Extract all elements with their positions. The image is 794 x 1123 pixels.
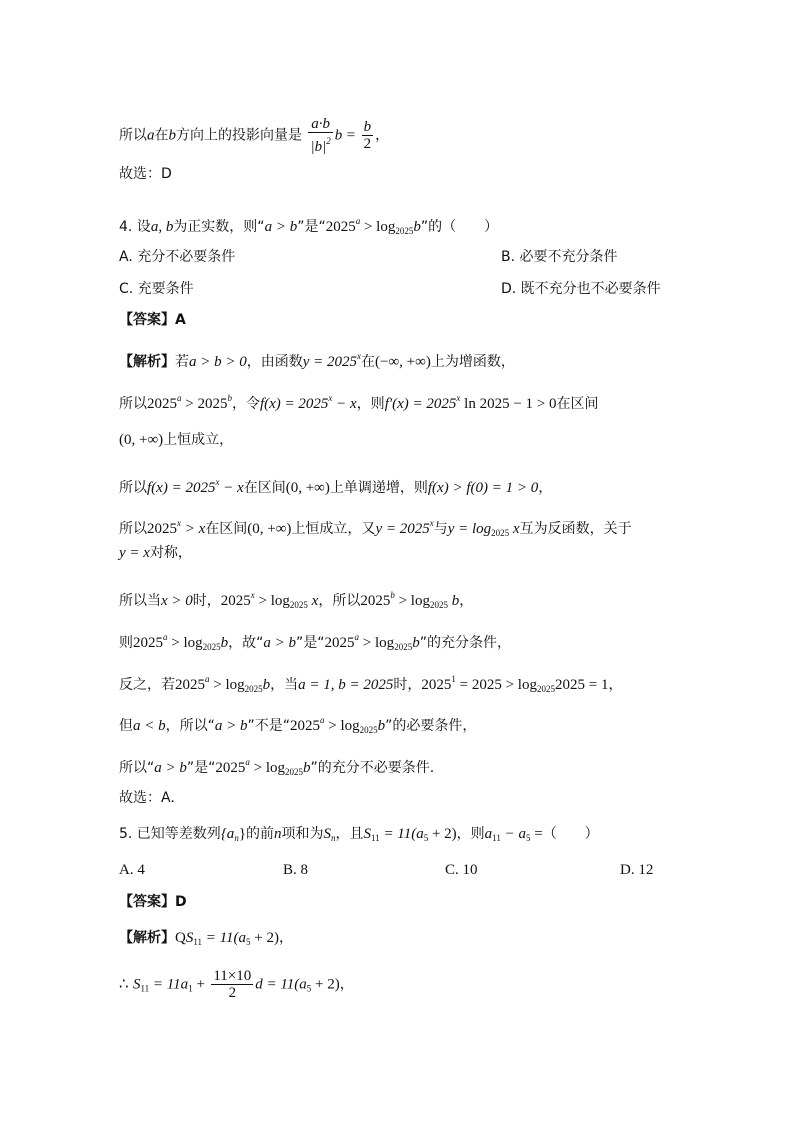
math: > log bbox=[249, 760, 286, 776]
q4-option-b: B. 必要不充分条件 bbox=[501, 249, 618, 265]
math: b bbox=[262, 677, 271, 693]
math-sub: 11 bbox=[193, 937, 203, 947]
math: 2025 bbox=[215, 760, 246, 776]
math: y = 2025 bbox=[302, 354, 358, 370]
math: > log bbox=[359, 635, 395, 651]
math: a > b bbox=[154, 760, 187, 776]
math: = 2025 > log bbox=[455, 677, 537, 693]
math: a > b > 0 bbox=[189, 354, 247, 370]
math: a bbox=[484, 826, 493, 842]
math-sub: 5 bbox=[525, 833, 531, 843]
fraction-numerator: b bbox=[363, 119, 372, 135]
math: 2025 bbox=[360, 593, 391, 609]
math: a < b bbox=[133, 718, 166, 734]
math: = 11(a bbox=[379, 826, 424, 842]
math-sub: n bbox=[331, 833, 336, 843]
text: 所以 bbox=[119, 480, 147, 496]
math-sup: x bbox=[429, 518, 434, 528]
text: ， bbox=[608, 677, 623, 693]
text: 在 bbox=[361, 354, 376, 370]
math: > log bbox=[394, 593, 430, 609]
math: (−∞, +∞) bbox=[375, 354, 431, 370]
math-sup: 2 bbox=[326, 136, 331, 146]
q5-option-b: B. 8 bbox=[283, 862, 309, 878]
text: 所以 bbox=[119, 127, 147, 144]
math: = 11a bbox=[149, 976, 189, 993]
math: S bbox=[133, 976, 141, 993]
text: 反之，若 bbox=[119, 677, 175, 693]
math-sub: 2025 bbox=[429, 600, 448, 610]
q4-answer-line: 故选：A. bbox=[119, 790, 175, 806]
math: n bbox=[274, 826, 282, 842]
math-sup: b bbox=[227, 393, 232, 403]
math: 2025 bbox=[220, 593, 251, 609]
math: (0, +∞) bbox=[119, 432, 164, 448]
text: 时， bbox=[393, 677, 422, 693]
text: 与 bbox=[433, 521, 448, 537]
text: ，且 bbox=[335, 826, 364, 842]
math-sub: 2025 bbox=[394, 642, 413, 652]
math: 2025 bbox=[290, 718, 321, 734]
q4-analysis-5 bbox=[119, 513, 632, 543]
text: 在区间 bbox=[205, 521, 248, 537]
text: 项和为 bbox=[281, 826, 324, 842]
math-sup: a bbox=[355, 216, 361, 226]
q5-analysis-1 bbox=[119, 928, 293, 952]
math: S bbox=[323, 826, 332, 842]
math-sub: 2025 bbox=[491, 528, 510, 538]
text: ”不是“ bbox=[247, 718, 291, 734]
q3-answer-line: 故选：D bbox=[119, 166, 172, 182]
math: 2025 bbox=[133, 635, 163, 651]
q4-analysis-10 bbox=[119, 710, 476, 740]
math: − x bbox=[332, 396, 357, 412]
text: ， bbox=[459, 593, 474, 609]
math: a bbox=[311, 116, 319, 132]
text: ， bbox=[538, 480, 553, 496]
text: 互为反函数，关于 bbox=[519, 521, 632, 537]
math: f′(x) = 2025 bbox=[384, 396, 457, 412]
text: ，当 bbox=[270, 677, 299, 693]
math: a > b bbox=[214, 718, 248, 734]
math: > x bbox=[181, 521, 206, 537]
q4-stem bbox=[119, 211, 498, 241]
fraction-denominator bbox=[308, 133, 332, 155]
math-sub: 5 bbox=[423, 833, 429, 843]
math: > log bbox=[167, 635, 203, 651]
math: 2025 bbox=[175, 677, 205, 693]
math: y = x bbox=[119, 545, 150, 561]
math-sup: a bbox=[320, 715, 325, 725]
math-sub: 11 bbox=[492, 833, 501, 843]
math: d = 11(a bbox=[255, 976, 307, 993]
math: b bbox=[322, 116, 330, 132]
vector-a: a bbox=[147, 127, 155, 144]
text: 上单调递增，则 bbox=[329, 480, 428, 496]
math-sub: 2025 bbox=[285, 767, 304, 777]
analysis-tag: 【解析】 bbox=[119, 930, 175, 946]
q4-answer: 【答案】A bbox=[119, 312, 186, 328]
math-sub: 5 bbox=[246, 937, 251, 947]
math-sub: 2025 bbox=[359, 725, 378, 735]
text: ，所以 bbox=[318, 593, 361, 609]
text: ”是“ bbox=[186, 760, 216, 776]
q4-option-a: A. 充分不必要条件 bbox=[119, 249, 236, 265]
q5-option-a: A. 4 bbox=[119, 862, 145, 878]
math-sup: a bbox=[354, 632, 360, 642]
q4-analysis-6 bbox=[119, 543, 192, 563]
text: ， bbox=[375, 127, 390, 144]
math: = 11(a bbox=[202, 930, 247, 946]
math: 2025 = 1 bbox=[554, 677, 609, 693]
math: + 2) bbox=[428, 826, 457, 842]
math: b bbox=[334, 127, 343, 144]
math-sub: 2025 bbox=[289, 600, 308, 610]
text: ，故“ bbox=[228, 635, 264, 651]
math: ln 2025 − 1 > 0 bbox=[460, 396, 557, 412]
q4-analysis-3 bbox=[119, 430, 233, 450]
text: 所以 bbox=[119, 521, 147, 537]
fraction-numerator bbox=[308, 116, 332, 133]
math: = bbox=[530, 826, 543, 842]
math: + 2) bbox=[311, 976, 340, 993]
q4-option-c: C. 充要条件 bbox=[119, 281, 194, 297]
math: b bbox=[412, 635, 420, 651]
sum-fraction bbox=[211, 968, 253, 1001]
math: b bbox=[303, 760, 311, 776]
text: 所以当 bbox=[119, 593, 161, 609]
math-sup: x bbox=[250, 590, 255, 600]
math: S bbox=[363, 826, 372, 842]
math-sup: x bbox=[215, 477, 220, 487]
math: 2025 bbox=[147, 396, 177, 412]
math-sup: b bbox=[390, 590, 395, 600]
text: （ ） bbox=[542, 826, 599, 842]
math: · bbox=[318, 116, 323, 132]
text: 若 bbox=[175, 354, 189, 370]
projection-line bbox=[119, 116, 389, 155]
text: ”的充分不必要条件. bbox=[310, 760, 435, 776]
math: > 2025 bbox=[181, 396, 228, 412]
text: ，则 bbox=[456, 826, 485, 842]
text: 则 bbox=[119, 635, 133, 651]
math: > log bbox=[254, 593, 290, 609]
text: ，由函数 bbox=[246, 354, 303, 370]
math: x > 0 bbox=[161, 593, 193, 609]
math: a > b bbox=[263, 635, 297, 651]
math: 2025 bbox=[147, 521, 177, 537]
q5-answer: 【答案】D bbox=[119, 894, 187, 910]
math-sub: 2025 bbox=[244, 684, 263, 694]
math: > log bbox=[360, 219, 396, 235]
math: y = 2025 bbox=[375, 521, 430, 537]
q4-analysis-1 bbox=[119, 346, 515, 372]
text: ，所以“ bbox=[165, 718, 215, 734]
text: ”的充分条件， bbox=[419, 635, 511, 651]
math-sub: 1 bbox=[188, 983, 193, 994]
math-sup: x bbox=[456, 393, 461, 403]
analysis-tag: 【解析】 bbox=[119, 354, 175, 370]
math-sup: a bbox=[205, 674, 210, 684]
math-sup: x bbox=[177, 518, 181, 528]
math: a > b bbox=[264, 219, 298, 235]
q5-option-d: D. 12 bbox=[620, 862, 654, 878]
math-sup: 1 bbox=[451, 674, 456, 684]
text: 时， bbox=[192, 593, 221, 609]
q4-analysis-8 bbox=[119, 627, 511, 657]
math-sup: a bbox=[163, 632, 168, 642]
text: ”的（ ） bbox=[420, 219, 499, 235]
q4-analysis-2 bbox=[119, 388, 599, 414]
text: 上恒成立，又 bbox=[291, 521, 376, 537]
math: Q bbox=[175, 930, 186, 946]
text: 4. 设 bbox=[119, 219, 151, 235]
text: 但 bbox=[119, 718, 133, 734]
math: |b| bbox=[310, 139, 327, 155]
math: b bbox=[377, 718, 386, 734]
q4-analysis-7 bbox=[119, 585, 473, 615]
q4-analysis-9 bbox=[119, 669, 622, 699]
math-sub: 11 bbox=[140, 983, 150, 994]
math: > log bbox=[209, 677, 245, 693]
text: 上为增函数， bbox=[430, 354, 515, 370]
q5-analysis-2 bbox=[119, 968, 354, 1001]
text: 上恒成立， bbox=[163, 432, 234, 448]
math: f(x) = 2025 bbox=[259, 396, 329, 412]
math-sub: 2025 bbox=[395, 226, 414, 236]
text: 在区间 bbox=[243, 480, 286, 496]
q5-stem bbox=[119, 824, 599, 848]
math-sup: x bbox=[357, 351, 362, 361]
text: ”是“ bbox=[296, 635, 325, 651]
math: a, b bbox=[150, 219, 174, 235]
math-sub: 2025 bbox=[536, 684, 555, 694]
math: f(x) > f(0) = 1 > 0 bbox=[427, 480, 539, 496]
math: + bbox=[192, 976, 205, 993]
text: ，令 bbox=[231, 396, 260, 412]
math: − x bbox=[219, 480, 244, 496]
math: b bbox=[413, 219, 421, 235]
text: 所以 bbox=[119, 396, 147, 412]
math: (0, +∞) bbox=[247, 521, 292, 537]
text: 在区间 bbox=[556, 396, 599, 412]
text: 在 bbox=[154, 127, 169, 144]
text: ， bbox=[339, 976, 354, 993]
q4-analysis-11 bbox=[119, 752, 434, 782]
math-sup: a bbox=[245, 757, 250, 767]
text: ”是“ bbox=[297, 219, 326, 235]
rhs-fraction bbox=[362, 119, 374, 152]
math: y = log bbox=[447, 521, 492, 537]
text: 为正实数，则“ bbox=[173, 219, 265, 235]
vector-b: b bbox=[168, 127, 176, 144]
q5-option-c: C. 10 bbox=[445, 862, 478, 878]
math-sup: a bbox=[177, 393, 182, 403]
math: b bbox=[220, 635, 229, 651]
math-sub: 2025 bbox=[202, 642, 221, 652]
projection-fraction bbox=[308, 116, 332, 155]
math: 2025 bbox=[324, 635, 355, 651]
math: (0, +∞) bbox=[285, 480, 330, 496]
math: } bbox=[238, 826, 247, 842]
text: ”的必要条件， bbox=[385, 718, 477, 734]
math: ∴ bbox=[119, 976, 129, 993]
math: x bbox=[307, 593, 319, 609]
text: ，则 bbox=[356, 396, 385, 412]
q4-analysis-4 bbox=[119, 472, 552, 498]
math: = bbox=[346, 127, 356, 144]
fraction-denominator: 2 bbox=[363, 136, 372, 152]
math: > log bbox=[324, 718, 360, 734]
math: + 2) bbox=[250, 930, 279, 946]
text: 方向上的投影向量是 bbox=[176, 127, 302, 144]
math-sub: 5 bbox=[306, 983, 312, 994]
math: b bbox=[447, 593, 460, 609]
math-sub: 11 bbox=[371, 833, 380, 843]
text: 的前 bbox=[246, 826, 275, 842]
text: 所以“ bbox=[119, 760, 155, 776]
fraction-denominator: 2 bbox=[228, 985, 237, 1001]
text: 5. 已知等差数列 bbox=[119, 826, 221, 842]
math-sub: n bbox=[234, 833, 239, 843]
math: S bbox=[185, 930, 194, 946]
math: − a bbox=[500, 826, 526, 842]
fraction-numerator: 11×10 bbox=[213, 968, 252, 984]
math: 2025 bbox=[325, 219, 356, 235]
math: 2025 bbox=[421, 677, 452, 693]
math-sup: x bbox=[328, 393, 333, 403]
q4-option-d: D. 既不充分也不必要条件 bbox=[501, 281, 661, 297]
math: x bbox=[509, 521, 520, 537]
text: 对称， bbox=[149, 545, 192, 561]
math: a = 1, b = 2025 bbox=[298, 677, 394, 693]
text: ， bbox=[279, 930, 293, 946]
math: f(x) = 2025 bbox=[147, 480, 216, 496]
math: {a bbox=[220, 826, 235, 842]
